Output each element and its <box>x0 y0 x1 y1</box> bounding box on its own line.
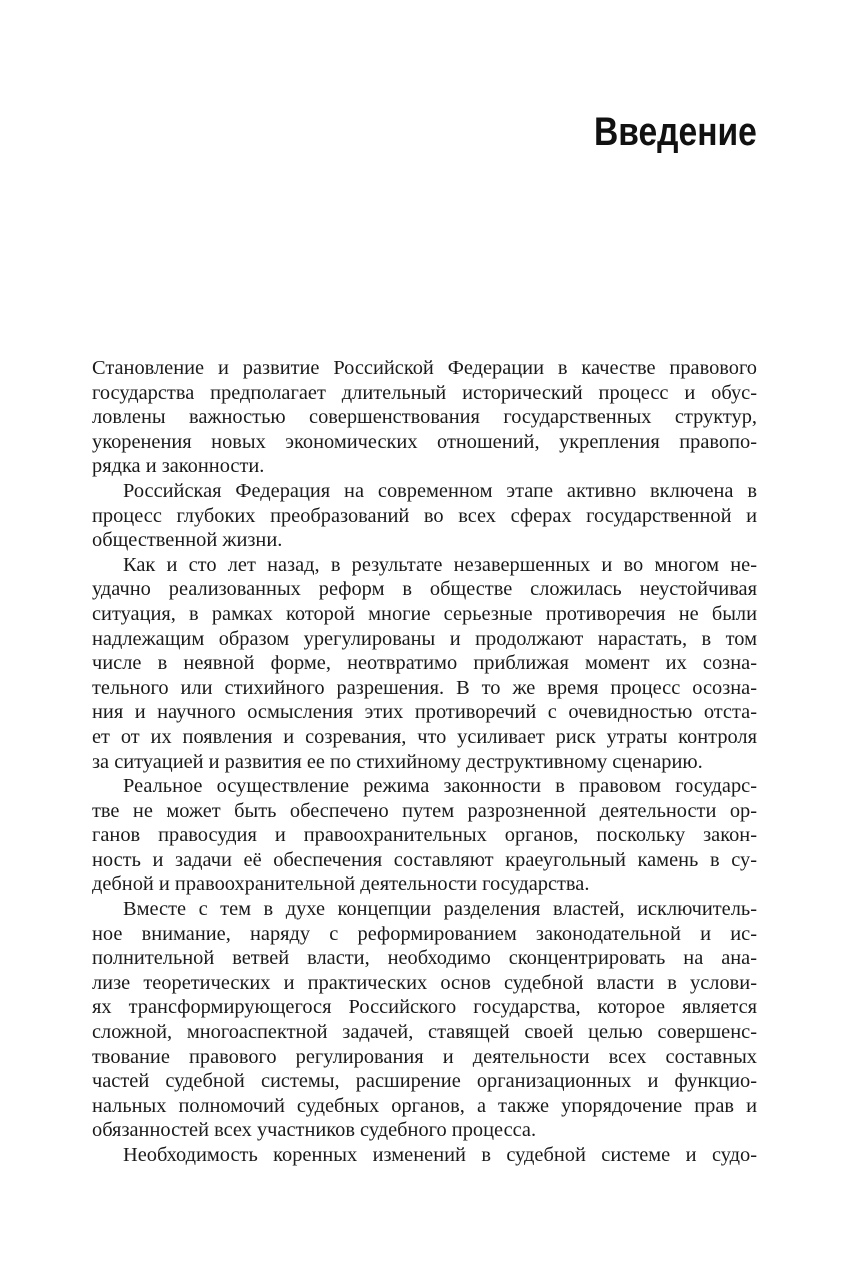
paragraph <box>92 356 757 479</box>
text-line: Становление и развитие Российской Федерации в качестве правового <box>92 357 757 379</box>
text-line: Как и сто лет назад, в результате незавершенных и во многом не- <box>123 553 757 576</box>
text-line: Необходимость коренных изменений в судебной системе и судо- <box>123 1144 757 1166</box>
text-line: дебной и правоохранительной деятельности государства. <box>92 873 590 896</box>
paragraph <box>92 479 757 553</box>
text-line: государства предполагает длительный исторический процесс и обус- <box>92 381 757 404</box>
text-line: сложной, многоаспектной задачей, ставящей своей целью совершенс- <box>92 1021 757 1044</box>
text-line: обязанностей всех участников судебного процесса. <box>92 1119 537 1142</box>
paragraph <box>92 553 757 774</box>
text-line: нальных полномочий судебных органов, а также упорядочение прав и <box>92 1094 757 1117</box>
text-line: ситуация, в рамках которой многие серьезные противоречия не были <box>92 602 757 625</box>
paragraph <box>92 897 757 1143</box>
body-text <box>92 356 757 1168</box>
text-line: Российская Федерация на современном этапе активно включена в <box>123 479 757 502</box>
text-line: за ситуацией и развития ее по стихийному деструктивному сценарию. <box>92 750 703 773</box>
text-line: числе в неявной форме, неотвратимо приближая момент их созна- <box>92 652 757 675</box>
text-line: ния и научного осмысления этих противоречий с очевидностью отста- <box>92 701 757 724</box>
text-line: тве не может быть обеспечено путем разрозненной деятельности ор- <box>92 799 757 822</box>
text-line: Вместе с тем в духе концепции разделения властей, исключитель- <box>123 898 757 921</box>
text-line: рядка и законности. <box>92 455 265 478</box>
text-line: общественной жизни. <box>92 529 283 552</box>
text-line: надлежащим образом урегулированы и продолжают нарастать, в том <box>92 627 757 650</box>
text-line: ет от их появления и созревания, что усиливает риск утраты контроля <box>92 725 757 748</box>
text-line: полнительной ветвей власти, необходимо сконцентрировать на ана- <box>92 947 757 970</box>
text-line: процесс глубоких преобразований во всех сферах государственной и <box>92 504 757 527</box>
text-line: ганов правосудия и правоохранительных органов, поскольку закон- <box>92 824 757 847</box>
text-line: ях трансформирующегося Российского государства, которое является <box>92 996 757 1019</box>
text-line: ловлены важностью совершенствования государственных структур, <box>92 406 757 429</box>
chapter-heading: Введение <box>594 110 757 154</box>
text-line: тельного или стихийного разрешения. В то же время процесс осозна- <box>92 676 757 699</box>
text-line: твование правового регулирования и деятельности всех составных <box>92 1045 757 1068</box>
text-line: укоренения новых экономических отношений, укрепления правопо- <box>92 430 757 453</box>
paragraph <box>92 1143 757 1168</box>
text-line: Реальное осуществление режима законности в правовом государс- <box>123 775 757 798</box>
text-line: частей судебной системы, расширение организационных и функцио- <box>92 1070 757 1093</box>
text-line: удачно реализованных реформ в обществе сложилась неустойчивая <box>92 578 757 601</box>
text-line: ность и задачи её обеспечения составляют краеугольный камень в су- <box>92 848 757 871</box>
text-line: ное внимание, наряду с реформированием законодательной и ис- <box>92 922 757 945</box>
paragraph <box>92 774 757 897</box>
text-line: лизе теоретических и практических основ судебной власти в услови- <box>92 971 757 994</box>
